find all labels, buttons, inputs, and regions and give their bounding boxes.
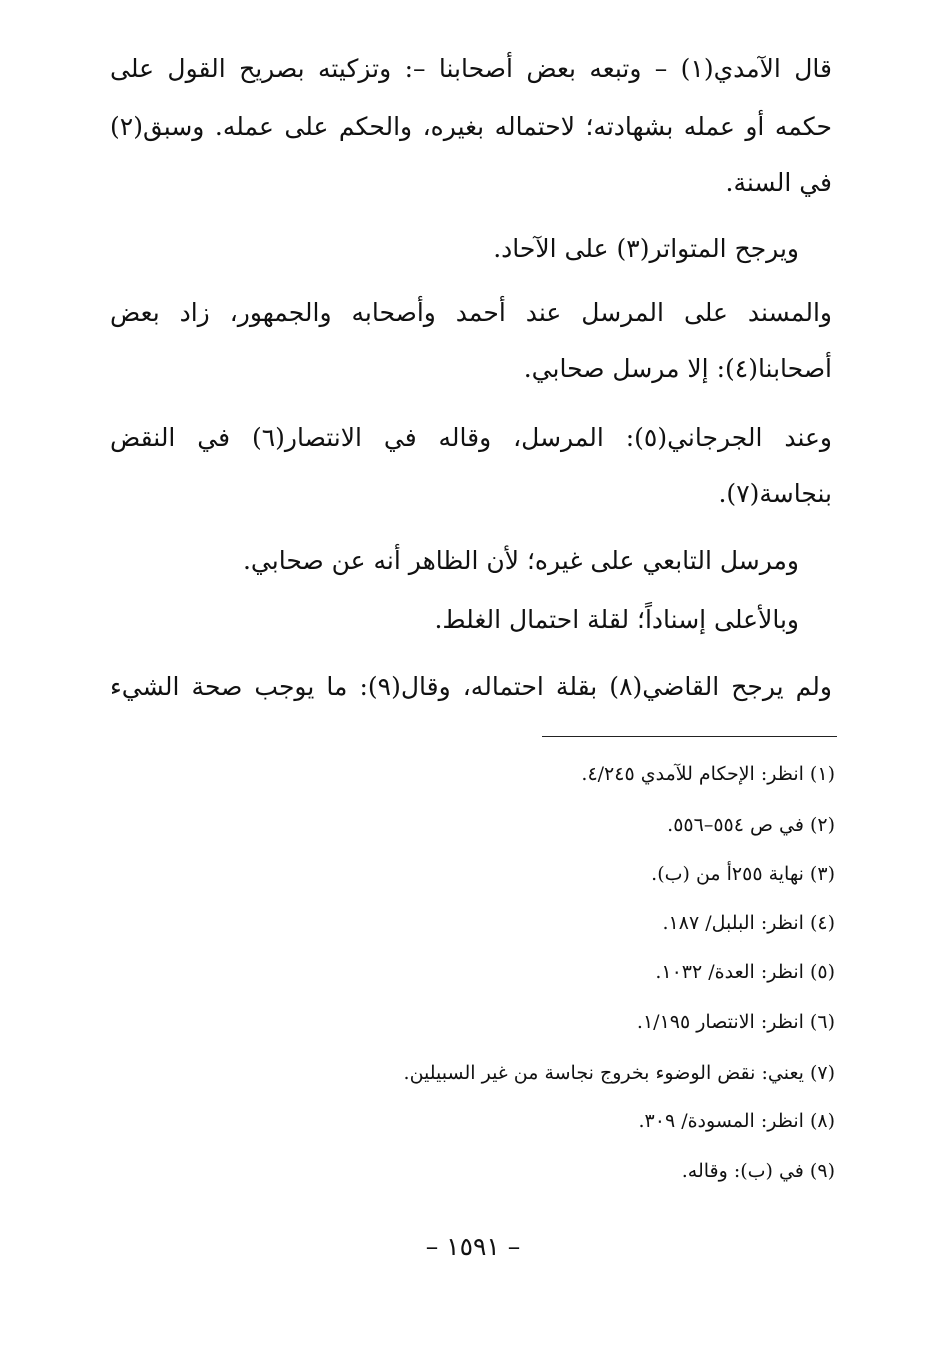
body-line-1: قال الآمدي(١) – وتبعه بعض أصحابنا –: وتزكيته بصريح القول على — [110, 54, 832, 83]
body-line-4: ويرجح المتواتر(٣) على الآحاد. — [493, 234, 799, 263]
body-line-5: والمسند على المرسل عند أحمد وأصحابه والجمهور، زاد بعض — [110, 298, 832, 327]
body-line-11: ولم يرجح القاضي(٨) بقلة احتماله، وقال(٩): ما يوجب صحة الشيء — [110, 672, 832, 701]
body-line-9: ومرسل التابعي على غيره؛ لأن الظاهر أنه عن صحابي. — [242, 546, 799, 575]
footnote-4: (٤) انظر: البلبل/ ١٨٧. — [662, 912, 835, 934]
body-line-6: أصحابنا(٤): إلا مرسل صحابي. — [523, 354, 832, 383]
footnote-9: (٩) في (ب): وقاله. — [681, 1160, 835, 1182]
body-line-8: بنجاسة(٧). — [718, 479, 832, 508]
body-line-3: في السنة. — [725, 168, 832, 197]
footnote-1: (١) انظر: الإحكام للآمدي ٤/٢٤٥. — [581, 763, 835, 785]
footnote-separator — [542, 736, 837, 737]
footnote-3: (٣) نهاية ٢٥٥أ من (ب). — [651, 863, 835, 885]
body-line-2: حكمه أو عمله بشهادته؛ لاحتماله بغيره، والحكم على عمله. وسبق(٢) — [110, 112, 832, 141]
body-line-10: وبالأعلى إسناداً؛ لقلة احتمال الغلط. — [434, 605, 799, 634]
page-number: – ١٥٩١ – — [425, 1232, 521, 1261]
footnote-8: (٨) انظر: المسودة/ ٣٠٩. — [638, 1110, 835, 1132]
footnote-6: (٦) انظر: الانتصار ١/١٩٥. — [636, 1011, 835, 1033]
body-line-7: وعند الجرجاني(٥): المرسل، وقاله في الانتصار(٦) في النقض — [110, 423, 832, 452]
footnote-7: (٧) يعني: نقض الوضوء بخروج نجاسة من غير السبيلين. — [403, 1062, 835, 1084]
footnote-2: (٢) في ص ٥٥٤–٥٥٦. — [667, 814, 835, 836]
footnote-5: (٥) انظر: العدة/ ١٠٣٢. — [655, 961, 835, 983]
